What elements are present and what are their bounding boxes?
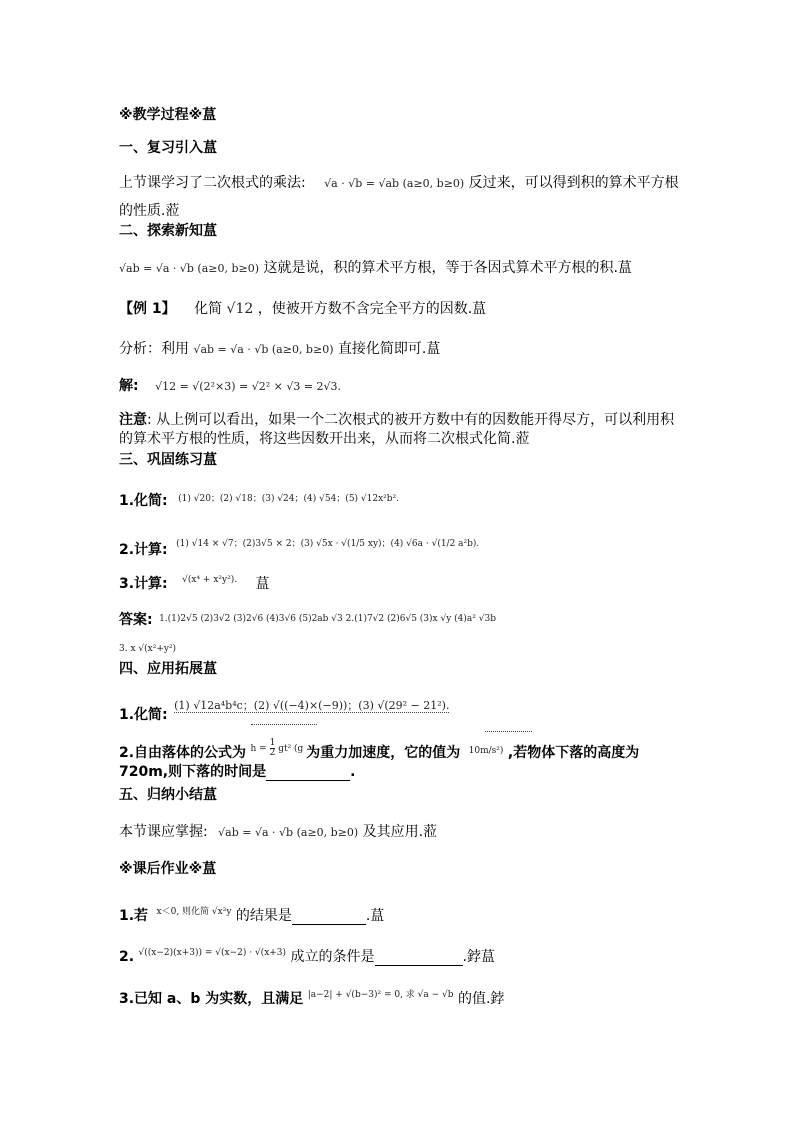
analysis-formula: √ab = √a · √b (a≥0, b≥0): [193, 343, 334, 356]
example-1-line: [119, 300, 486, 318]
s4-q2-prefix: 2.自由落体的公式为: [119, 745, 247, 761]
hw-q1-suffix: 的结果是: [235, 908, 292, 924]
s1-line2: 的性质.蒞: [119, 203, 180, 219]
hw-q3: [119, 986, 504, 1008]
s3-q1-formula: (1) √20；(2) √18；(3) √24；(4) √54；(5) √12x²b².: [178, 494, 400, 504]
s1-line1-prefix: 上节课学习了二次根式的乘法:: [119, 175, 306, 191]
note-text-1: : 从上例可以看出，如果一个二次根式的被开方数中有的因数能开得尽方，可以利用积: [147, 412, 675, 428]
s2-text: 这就是说，积的算术平方根，等于各因式算术平方根的积.蒀: [263, 260, 632, 276]
s3-q3-suffix: 蒀: [255, 576, 270, 592]
s4-q2-value: 10m/s²): [468, 746, 504, 756]
s4-q2-line2-text: 720m,则下落的时间是: [119, 764, 267, 780]
answer-text-1: 1.(1)2√5 (2)3√2 (3)2√6 (4)3√6 (5)2ab √3 2.(1)7√2 (2)6√5 (3)x √y (4)a² √3b: [159, 614, 496, 624]
s3-q1: [119, 490, 399, 510]
answer-label: 答案:: [119, 612, 153, 628]
hw-q2-prefix: 2.: [119, 949, 135, 965]
note-label: 注意: [119, 412, 147, 428]
solution-label: 解:: [119, 378, 139, 394]
s3-q2: [119, 535, 479, 559]
example-label: 【例 1】: [119, 301, 176, 317]
s2-formula: √ab = √a · √b (a≥0, b≥0): [119, 262, 260, 275]
s3-q3-formula: √(x⁴ + x²y²).: [182, 575, 238, 585]
s4-q2-suffix: ,若物体下落的高度为: [507, 745, 640, 761]
s4-q2-formula: [250, 738, 307, 758]
s4-q2-frac-num: 1: [269, 738, 276, 748]
s4-q2-line-2: [119, 763, 355, 781]
s4-q2-formula-underline: [251, 724, 317, 725]
section-1-heading: 一、复习引入蒀: [119, 140, 217, 156]
answer-line-2: 3. x √(x²+y²): [119, 644, 177, 654]
s3-q3: [119, 571, 270, 593]
s4-q1-label: 1.化简:: [119, 707, 168, 723]
s1-line1: [119, 174, 679, 193]
s1-line1-suffix: 反过来，可以得到积的算术平方根: [468, 175, 679, 191]
s4-q2-end: .: [350, 764, 356, 780]
solution-formula: √12 = √(2²×3) = √2² × √3 = 2√3.: [155, 380, 342, 393]
s4-q2-formula-rest: gt² (g: [278, 744, 304, 754]
homework-title: ※课后作业※蒀: [119, 861, 217, 877]
s1-formula: √a · √b = √ab (a≥0, b≥0): [324, 177, 465, 190]
hw-q1: [119, 903, 384, 925]
hw-q2: [119, 944, 495, 966]
section-4-heading: 四、应用拓展蒀: [119, 661, 217, 677]
hw-q3-prefix: 3.已知 a、b 为实数，且满足: [119, 991, 304, 1007]
section-5-heading: 五、归纳小结蒀: [119, 787, 217, 803]
s5-line: [119, 823, 437, 842]
example-text-1: 化简: [194, 301, 223, 317]
analysis-label: 分析：利用: [119, 341, 189, 357]
s4-q2-answer-blank[interactable]: [266, 766, 350, 781]
section-3-heading: 三、巩固练习蒀: [119, 452, 217, 468]
s4-q1: [119, 697, 449, 724]
example-formula: √12: [226, 301, 254, 317]
hw-q3-suffix: 的值.鋍: [457, 991, 505, 1007]
page-title: ※教学过程※蒀: [119, 107, 217, 123]
note-line-2: 的算术平方根的性质，将这些因数开出来，从而将二次根式化简.蒞: [119, 431, 530, 447]
s5-text-suffix: 及其应用.蒞: [362, 824, 438, 840]
s4-q2-value-underline: [485, 731, 532, 732]
s4-q2-line-1: [119, 739, 639, 762]
s4-q2-fraction: [270, 739, 276, 758]
s3-q1-label: 1.化简:: [119, 493, 168, 509]
analysis-line: [119, 340, 440, 359]
hw-q1-answer-blank[interactable]: [292, 910, 366, 925]
analysis-suffix: 直接化简即可.蒀: [337, 341, 441, 357]
s4-q2-frac-den: 2: [269, 748, 276, 758]
hw-q2-end: .鋍蒀: [462, 949, 495, 965]
hw-q2-suffix: 成立的条件是: [290, 949, 375, 965]
s4-q2-formula-h: h =: [250, 744, 267, 754]
s3-q2-formula: (1) √14 × √7；(2)3√5 × 2；(3) √5x · √(1/5 xy)；(4) √6a · √(1/2 a²b).: [176, 539, 480, 549]
s3-q3-label: 3.计算:: [119, 576, 168, 592]
hw-q1-prefix: 1.若: [119, 908, 149, 924]
s2-line: [119, 259, 632, 278]
s5-text-prefix: 本节课应掌握:: [119, 824, 208, 840]
hw-q2-answer-blank[interactable]: [375, 951, 463, 966]
hw-q1-end: .蒀: [365, 908, 385, 924]
answer-line-1: [119, 610, 496, 629]
solution-line: [119, 377, 341, 396]
hw-q3-formula: |a−2| + √(b−3)² = 0, 求 √a − √b: [307, 990, 454, 1000]
note-line-1: [119, 411, 674, 429]
s4-q2-mid: 为重力加速度，它的值为: [306, 745, 461, 761]
hw-q2-formula: √((x−2)(x+3)) = √(x−2) · √(x+3): [138, 948, 287, 958]
example-text-2: ，使被开方数不含完全平方的因数.蒀: [257, 301, 487, 317]
s5-formula: √ab = √a · √b (a≥0, b≥0): [218, 826, 359, 839]
section-2-heading: 二、探索新知蒀: [119, 223, 217, 239]
s4-q1-formula: (1) √12a⁴b⁴c；(2) √((−4)×(−9))；(3) √(29² − 21²).: [174, 699, 450, 712]
hw-q1-formula: x＜0, 则化简 √x²y: [156, 907, 232, 917]
s3-q2-label: 2.计算:: [119, 542, 168, 558]
